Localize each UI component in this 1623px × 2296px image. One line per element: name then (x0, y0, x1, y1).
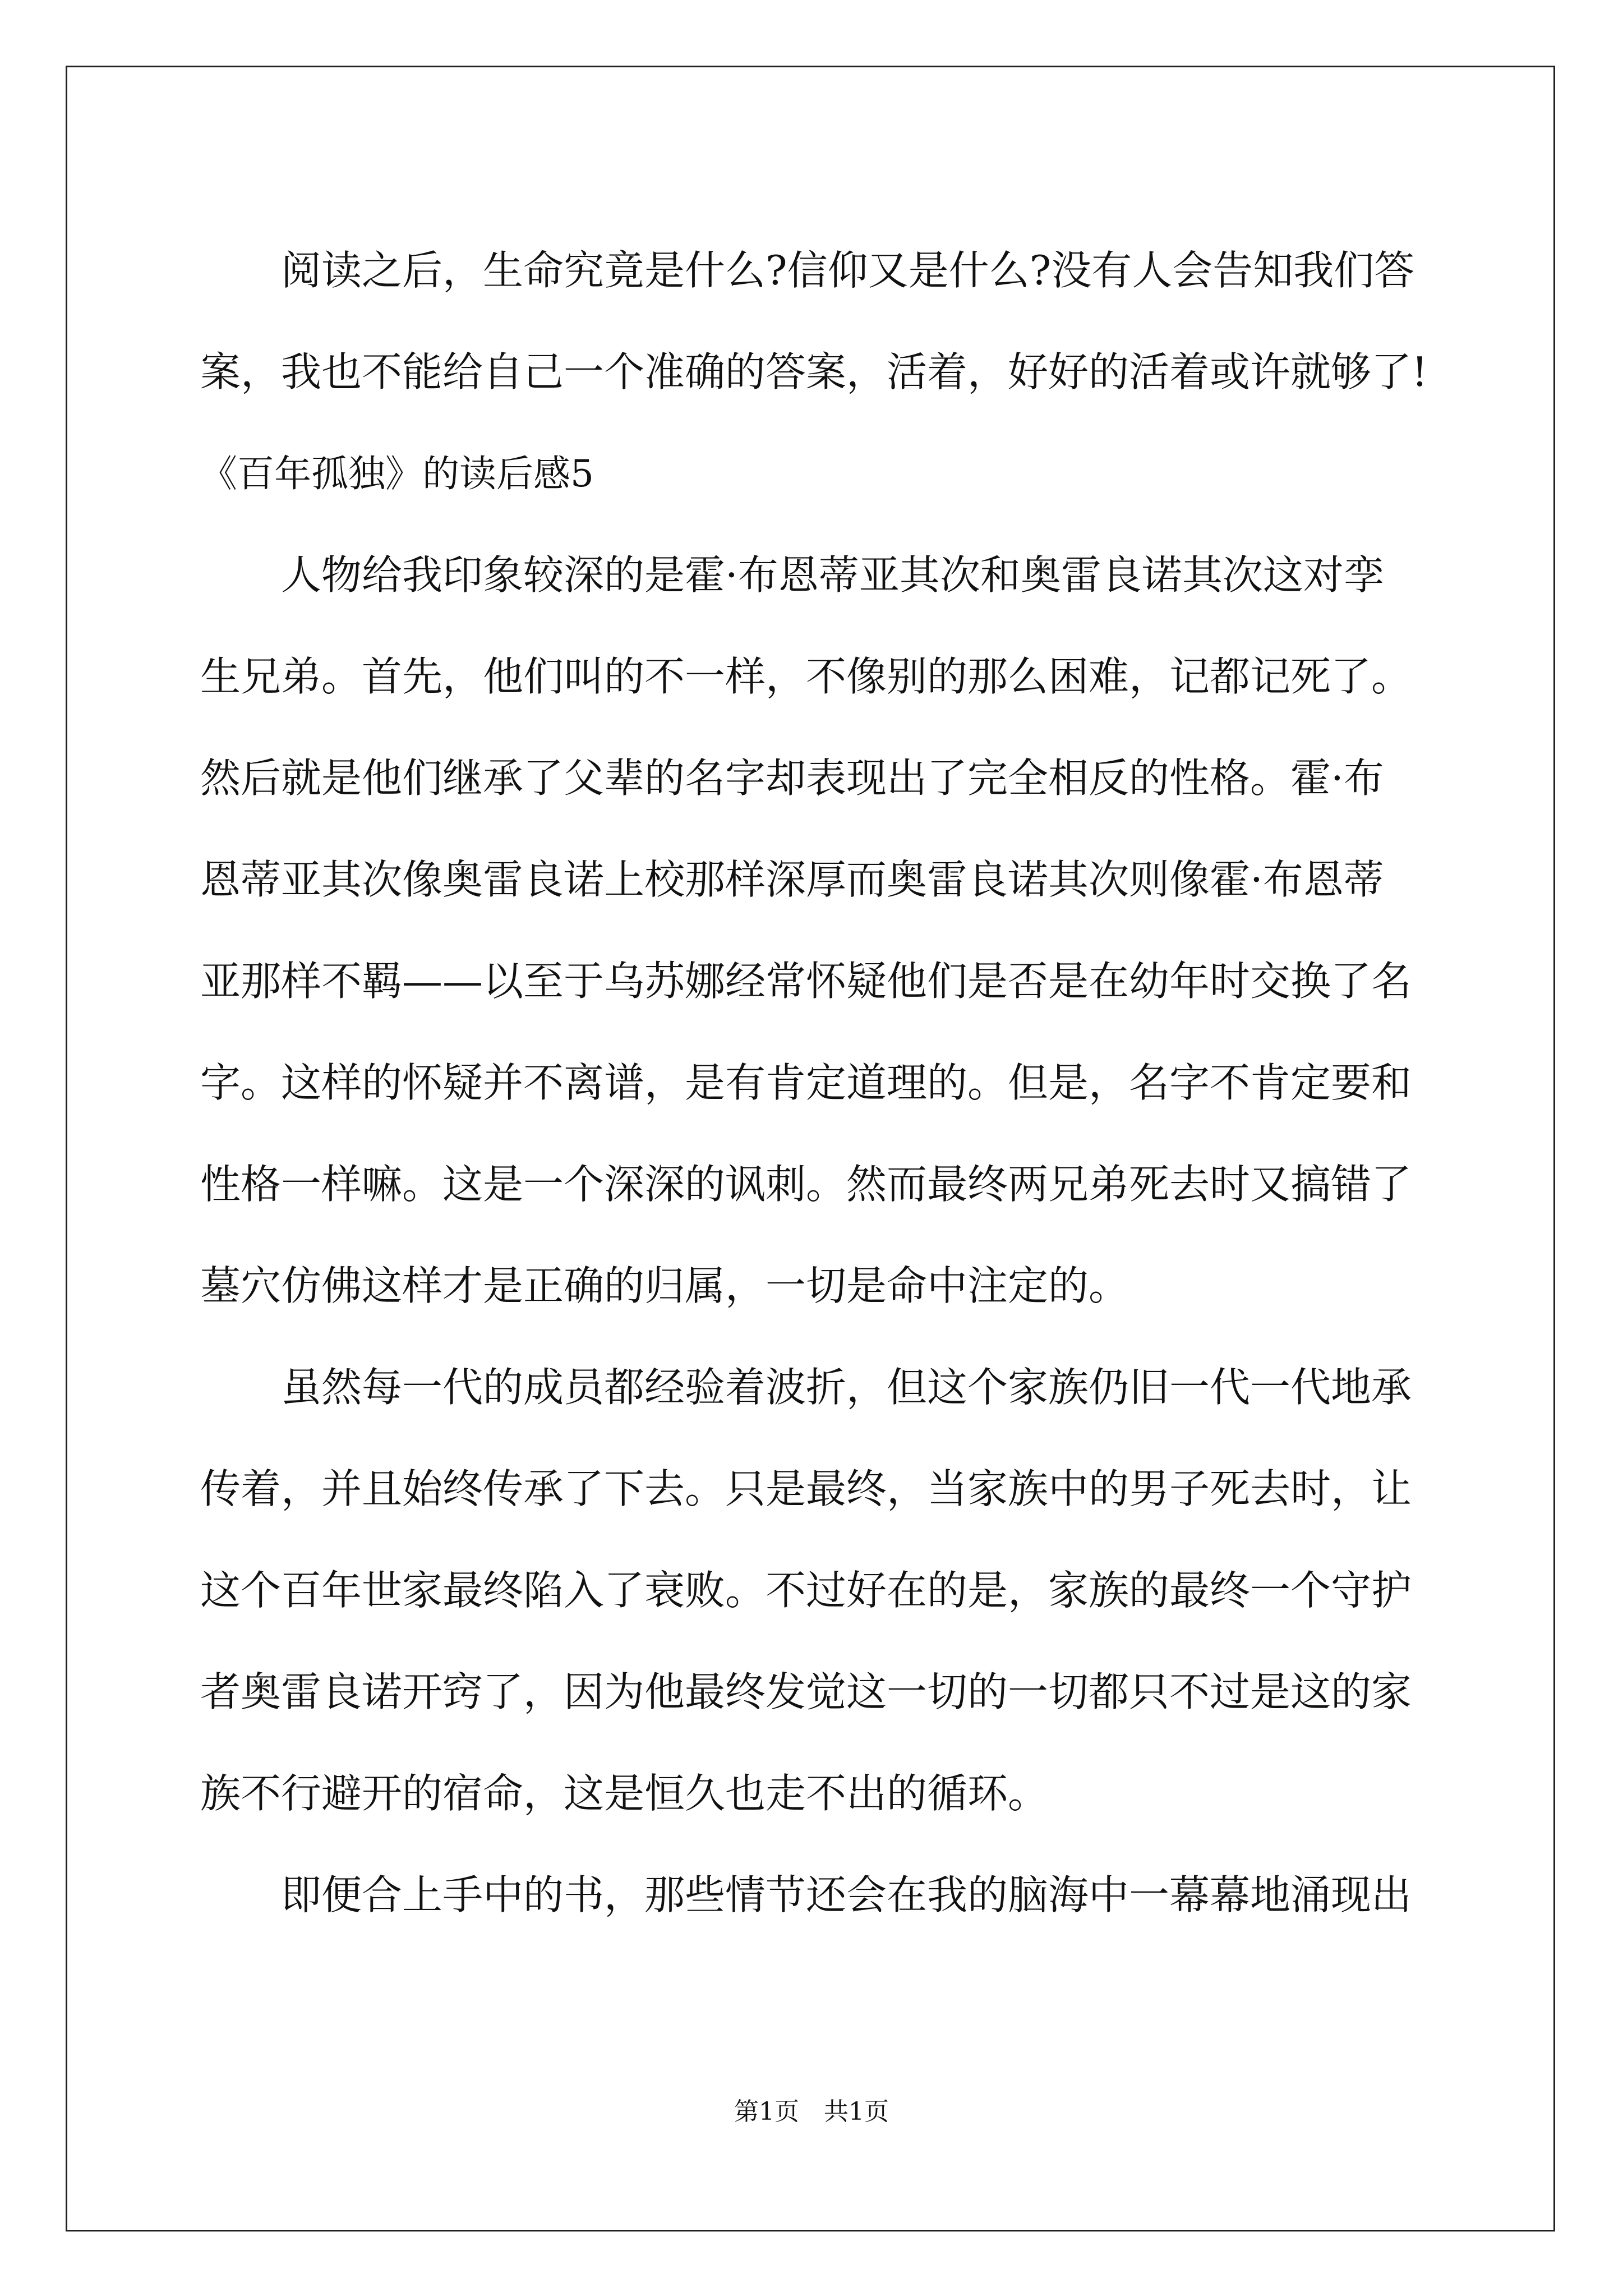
text-line: 传着，并且始终传承了下去。只是最终，当家族中的男子死去时，让 (200, 1465, 1412, 1512)
text-line: 性格一样嘛。这是一个深深的讽刺。然而最终两兄弟死去时又搞错了 (200, 1161, 1412, 1208)
text-line: 这个百年世家最终陷入了衰败。不过好在的是，家族的最终一个守护 (200, 1567, 1412, 1614)
text-line: 墓穴仿佛这样才是正确的归属，一切是命中注定的。 (200, 1262, 1129, 1309)
text-line: 人物给我印象较深的是霍·布恩蒂亚其次和奥雷良诺其次这对孪 (281, 551, 1384, 599)
page-number: 第1页 (734, 2097, 799, 2126)
text-line: 然后就是他们继承了父辈的名字却表现出了完全相反的性格。霍·布 (200, 754, 1384, 802)
text-line: 案，我也不能给自己一个准确的答案，活着，好好的活着或许就够了! (200, 348, 1428, 395)
text-line: 字。这样的怀疑并不离谱，是有肯定道理的。但是，名字不肯定要和 (200, 1059, 1412, 1106)
text-line: 生兄弟。首先，他们叫的不一样，不像别的那么困难，记都记死了。 (200, 653, 1412, 700)
document-body (200, 220, 1432, 1946)
text-line: 即便合上手中的书，那些情节还会在我的脑海中一幕幕地涌现出 (281, 1871, 1412, 1918)
section-heading: 《百年孤独》的读后感5 (200, 452, 594, 495)
text-line: 族不行避开的宿命，这是恒久也走不出的循环。 (200, 1770, 1049, 1817)
text-line: 亚那样不羁——以至于乌苏娜经常怀疑他们是否是在幼年时交换了名 (200, 958, 1412, 1005)
text-line: 恩蒂亚其次像奥雷良诺上校那样深厚而奥雷良诺其次则像霍·布恩蒂 (200, 856, 1384, 903)
text-line: 虽然每一代的成员都经验着波折，但这个家族仍旧一代一代地承 (281, 1364, 1412, 1411)
page-total: 共1页 (824, 2097, 889, 2126)
text-line: 阅读之后，生命究竟是什么?信仰又是什么?没有人会告知我们答 (281, 247, 1415, 294)
page-footer (0, 2095, 1623, 2129)
text-line: 者奥雷良诺开窍了，因为他最终发觉这一切的一切都只不过是这的家 (200, 1668, 1412, 1715)
